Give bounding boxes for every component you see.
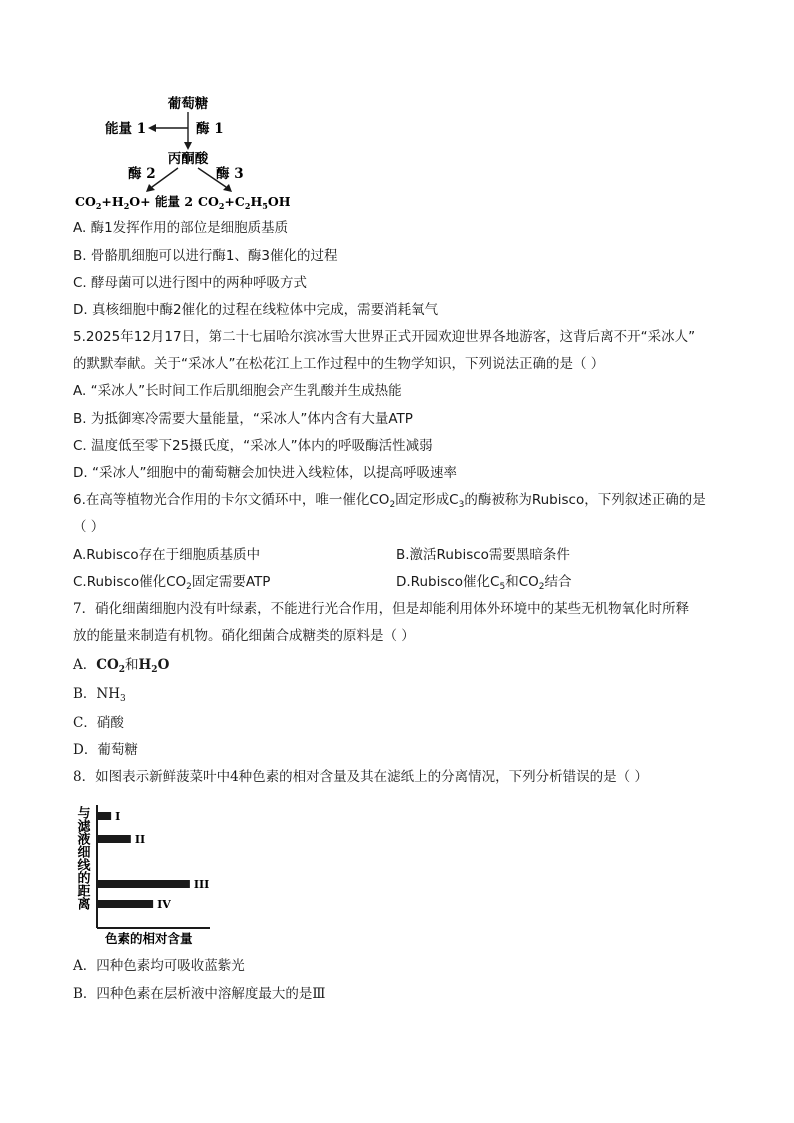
q4-option-b: B. 骨骼肌细胞可以进行酶1、酶3催化的过程 <box>73 248 338 264</box>
q5-option-d: D. “采冰人”细胞中的葡萄糖会加快进入线粒体，以提高呼吸速率 <box>73 465 457 481</box>
aerobic-products: $CO_2+H_2O+$ 能量 2 <box>75 194 194 211</box>
arrow-pyruvate-to-aerobic <box>152 168 178 187</box>
pigment-separation-chart <box>70 800 220 950</box>
anaerobic-products: $CO_2+C_2H_5OH$ <box>198 194 291 211</box>
chart-bar-4 <box>98 900 153 908</box>
q6-stem-line1: 6.在高等植物光合作用的卡尔文循环中，唯一催化$CO_2$固定形成$C_3$的酶被称为Rubisco，下列叙述正确的是 <box>73 492 706 510</box>
q6-stem-line2: （ ） <box>73 519 105 535</box>
q8-option-a: A．四种色素均可吸收蓝紫光 <box>73 958 245 974</box>
q8-stem-line1: 8．如图表示新鲜菠菜叶中4种色素的相对含量及其在滤纸上的分离情况，下列分析错误的是（ ） <box>73 769 648 785</box>
enzyme1-label: 酶 1 <box>196 121 224 137</box>
chart-bar-1 <box>98 812 111 820</box>
chart-bar-label-3: III <box>193 878 210 891</box>
chart-y-axis-label: 与滤液细线的距离 <box>74 806 90 910</box>
enzyme2-label: 酶 2 <box>128 166 156 182</box>
chart-bar-label-4: IV <box>157 898 171 911</box>
enzyme3-label: 酶 3 <box>216 166 244 182</box>
q8-option-b: B．四种色素在层析液中溶解度最大的是Ⅲ <box>73 986 326 1002</box>
glucose-label: 葡萄糖 <box>167 96 209 112</box>
q5-stem-line2: 的默默奉献。关于“采冰人”在松花江上工作过程中的生物学知识，下列说法正确的是（ ） <box>73 356 605 372</box>
q5-option-b: B. 为抵御寒冷需要大量能量，“采冰人”体内含有大量ATP <box>73 411 413 427</box>
arrowhead-left <box>148 124 156 132</box>
q5-stem-line1: 5.2025年12月17日，第二十七届哈尔滨冰雪大世界正式开园欢迎世界各地游客，这背后离不开“采冰人” <box>73 329 696 345</box>
q7-option-c: C．硝酸 <box>73 715 124 731</box>
q5-option-c: C. 温度低至零下25摄氏度，“采冰人”体内的呼吸酶活性减弱 <box>73 438 433 454</box>
q6-option-a: A.Rubisco存在于细胞质基质中 <box>73 547 261 563</box>
q4-option-a: A. 酶1发挥作用的部位是细胞质基质 <box>73 220 289 236</box>
chart-bars <box>98 810 209 911</box>
q5-option-a: A. “采冰人”长时间工作后肌细胞会产生乳酸并生成热能 <box>73 383 402 399</box>
chart-bar-3 <box>98 880 190 888</box>
chart-x-axis-label: 色素的相对含量 <box>105 931 193 946</box>
chart-bar-label-1: I <box>115 810 121 823</box>
respiration-pathway-diagram <box>70 90 310 215</box>
q6-option-b: B.激活Rubisco需要黑暗条件 <box>396 547 570 563</box>
q7-option-a: A．$CO_2$和$H_2O$ <box>73 657 170 675</box>
q7-option-d: D．葡萄糖 <box>73 742 138 758</box>
q7-stem-line2: 放的能量来制造有机物。硝化细菌合成糖类的原料是（ ） <box>73 628 415 644</box>
q4-option-d: D. 真核细胞中酶2催化的过程在线粒体中完成，需要消耗氧气 <box>73 302 439 318</box>
q7-stem-line1: 7．硝化细菌细胞内没有叶绿素，不能进行光合作用，但是却能利用体外环境中的某些无机物氧化时所释 <box>73 601 690 617</box>
energy1-label: 能量 1 <box>105 121 147 137</box>
arrowhead-down <box>184 142 192 150</box>
q4-option-c: C. 酵母菌可以进行图中的两种呼吸方式 <box>73 275 308 291</box>
q6-option-d: D.Rubisco催化$C_5$和$CO_2$结合 <box>396 574 572 592</box>
q7-option-b: B．$NH_3$ <box>73 686 126 704</box>
pyruvate-label: 丙酮酸 <box>167 151 209 167</box>
chart-bar-2 <box>98 835 131 843</box>
chart-bar-label-2: II <box>134 833 146 846</box>
q6-option-c: C.Rubisco催化$CO_2$固定需要ATP <box>73 574 271 592</box>
